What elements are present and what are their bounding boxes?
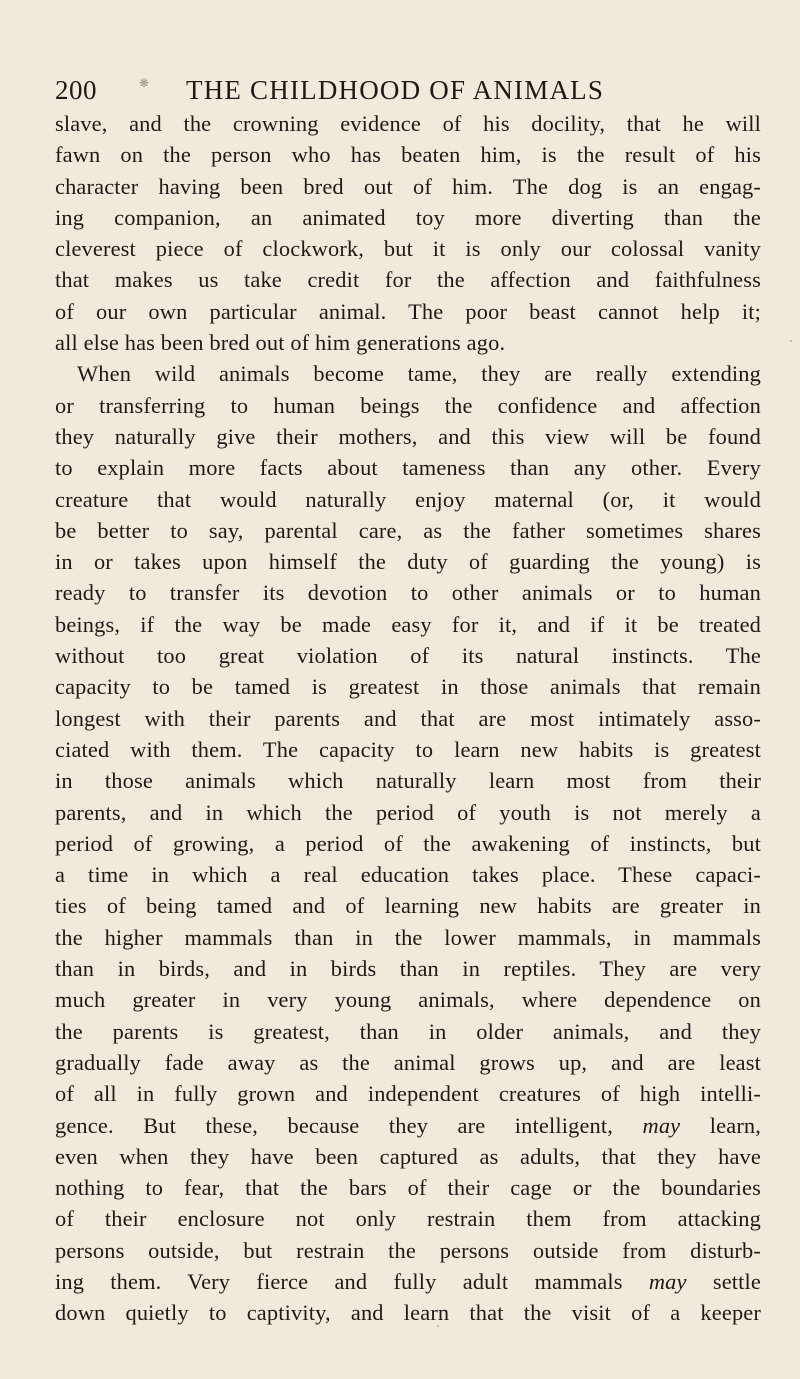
text-line: persons outside, but restrain the persons outside from disturb- [55,1237,761,1263]
text-line: nothing to fear, that the bars of their cage or the boundaries [55,1175,761,1201]
text-line: the higher mammals than in the lower mammals, in mammals [55,924,761,950]
text-line: of all in fully grown and independent creatures of high intelli- [55,1081,761,1107]
text-line: they naturally give their mothers, and this view will be found [55,423,761,449]
text-line: than in birds, and in birds than in reptiles. They are very [55,956,761,982]
running-head: THE CHILDHOOD OF ANIMALS [186,75,605,105]
italic-word: may [648,1268,687,1294]
ornament-icon: ❋ [139,76,150,90]
text-line: ready to transfer its devotion to other animals or to human [55,580,761,606]
text-line: cleverest piece of clockwork, but it is only our colossal vanity [55,236,761,262]
text-line: a time in which a real education takes place. These capaci- [55,862,761,888]
text-line: ing them. Very fierce and fully adult mammals may settle [55,1268,762,1294]
text-line: the parents is greatest, than in older animals, and they [55,1018,761,1044]
text-line: to explain more facts about tameness than any other. Every [55,455,761,481]
text-line: slave, and the crowning evidence of his docility, that he will [55,111,761,136]
italic-word: may [642,1112,681,1138]
text-line: creature that would naturally enjoy maternal (or, it would [55,486,761,512]
text-line: gradually fade away as the animal grows up, and are least [55,1049,761,1075]
page-number: 200 [55,75,97,105]
text-line: down quietly to captivity, and learn that the visit of a keeper [55,1300,761,1326]
text-line: period of growing, a period of the awakening of instincts, but [55,830,761,856]
text-line: ties of being tamed and of learning new habits are greater in [55,893,761,919]
text-line: fawn on the person who has beaten him, is the result of his [55,142,761,168]
text-line: gence. But these, because they are intelligent, may learn, [55,1112,762,1138]
body-text [55,108,761,1329]
text-line: be better to say, parental care, as the father sometimes shares [55,517,761,543]
text-line: even when they have been captured as adults, that they have [55,1143,761,1169]
text-line: of their enclosure not only restrain them from attacking [55,1206,761,1232]
paper-speck [790,340,792,342]
text-line: beings, if the way be made easy for it, and if it be treated [55,611,761,637]
text-line: in or takes upon himself the duty of guarding the young) is [55,549,761,575]
text-line: ing companion, an animated toy more diverting than the [55,204,761,230]
text-line: or transferring to human beings the confidence and affection [55,392,761,418]
text-line: all else has been bred out of him generations ago. [55,330,506,356]
text-line: capacity to be tamed is greatest in those animals that remain [55,674,761,700]
text-line: ciated with them. The capacity to learn new habits is greatest [55,736,761,762]
text-line: much greater in very young animals, where dependence on [55,987,761,1013]
paper-speck [437,1325,439,1327]
text-line: without too great violation of its natural instincts. The [55,643,761,669]
text-line: When wild animals become tame, they are really extending [77,361,761,387]
text-line: in those animals which naturally learn most from their [55,768,761,794]
text-line: character having been bred out of him. The dog is an engag- [55,173,761,199]
text-line: longest with their parents and that are most intimately asso- [55,705,761,731]
text-line: of our own particular animal. The poor beast cannot help it; [55,298,761,324]
text-line: parents, and in which the period of youth is not merely a [55,799,761,825]
text-line: that makes us take credit for the affection and faithfulness [55,267,761,293]
